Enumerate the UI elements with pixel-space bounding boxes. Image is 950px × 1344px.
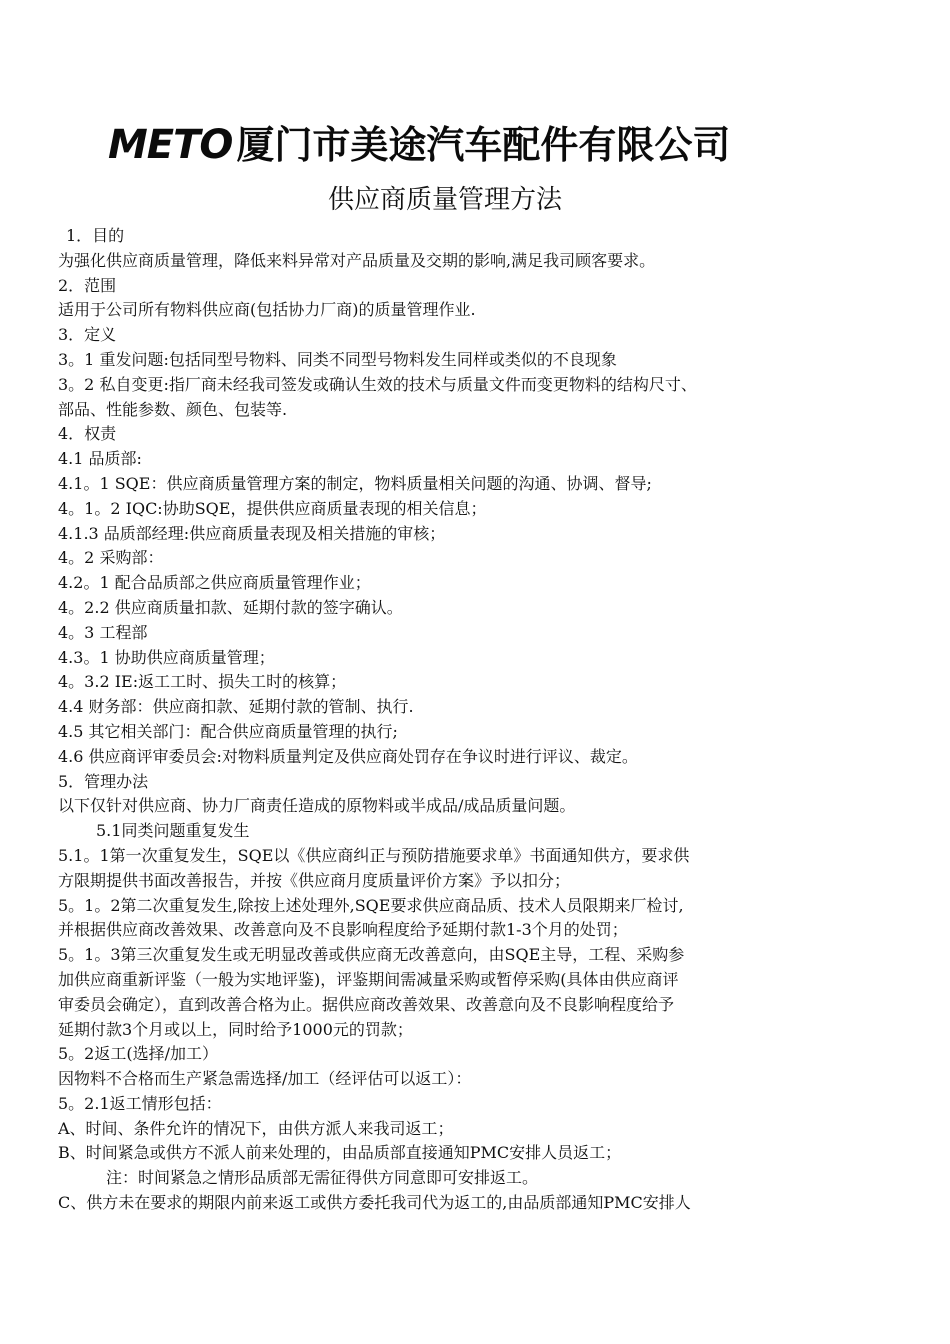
text-line: 4。2 采购部： <box>58 548 164 568</box>
text-line: 为强化供应商质量管理，降低来料异常对产品质量及交期的影响,满足我司顾客要求。 <box>58 250 656 270</box>
text-line: 5。2返工(选择/加工） <box>58 1044 218 1064</box>
text-line: 注：时间紧急之情形品质部无需征得供方同意即可安排返工。 <box>106 1168 539 1188</box>
text-line: 审委员会确定），直到改善合格为止。据供应商改善效果、改善意向及不良影响程度给予 <box>58 994 675 1014</box>
text-line: A、时间、条件允许的情况下，由供方派人来我司返工； <box>58 1118 454 1138</box>
document-title: 供应商质量管理方法 <box>327 185 562 215</box>
text-line: 延期付款3个月或以上，同时给予1000元的罚款； <box>58 1019 413 1039</box>
text-line: 3．定义 <box>58 325 117 345</box>
text-line: 5.1。1第一次重复发生，SQE以《供应商纠正与预防措施要求单》书面通知供方，要求供 <box>58 845 690 865</box>
text-line: 4．权责 <box>58 424 117 444</box>
text-line: 5．管理办法 <box>58 771 149 791</box>
text-line: 4。1。2 IQC:协助SQE，提供供应商质量表现的相关信息； <box>58 498 487 518</box>
text-line: 4.2。1 配合品质部之供应商质量管理作业； <box>58 573 371 593</box>
text-line: 部品、性能参数、颜色、包装等. <box>58 399 288 419</box>
company-header <box>108 117 848 173</box>
text-line: 4.1。1 SQE：供应商质量管理方案的制定，物料质量相关问题的沟通、协调、督导; <box>58 473 652 493</box>
text-line: 3。2 私自变更:指厂商未经我司签发或确认生效的技术与质量文件而变更物料的结构尺寸、 <box>58 374 697 394</box>
text-line: 因物料不合格而生产紧急需选择/加工（经评估可以返工）： <box>58 1069 472 1089</box>
text-line: B、时间紧急或供方不派人前来处理的，由品质部直接通知PMC安排人员返工； <box>58 1143 622 1163</box>
text-line: 4.4 财务部：供应商扣款、延期付款的管制、执行. <box>58 697 414 717</box>
text-line: 2．范围 <box>58 275 117 295</box>
company-name: 厦门市美途汽车配件有限公司 <box>236 123 731 167</box>
text-line: 5。1。2第二次重复发生,除按上述处理外,SQE要求供应商品质、技术人员限期来厂检讨, <box>58 895 684 915</box>
text-line: 5。2.1返工情形包括： <box>58 1093 222 1113</box>
text-line: 5。1。3第三次重复发生或无明显改善或供应商无改善意向，由SQE主导，工程、采购参 <box>58 945 685 965</box>
text-line: 4.5 其它相关部门：配合供应商质量管理的执行; <box>58 721 398 741</box>
text-line: 加供应商重新评鉴（一般为实地评鉴)，评鉴期间需减量采购或暂停采购(具体由供应商评 <box>58 969 679 989</box>
text-line: 以下仅针对供应商、协力厂商责任造成的原物料或半成品/成品质量问题。 <box>58 796 576 816</box>
text-line: 4.1 品质部: <box>58 449 142 469</box>
text-line: 4.6 供应商评审委员会:对物料质量判定及供应商处罚存在争议时进行评议、裁定。 <box>58 746 638 766</box>
text-line: 4.3。1 协助供应商质量管理； <box>58 647 275 667</box>
text-line: C、供方未在要求的期限内前来返工或供方委托我司代为返工的,由品质部通知PMC安排人 <box>58 1193 691 1213</box>
document-body <box>58 224 858 1216</box>
text-line: 4.1.3 品质部经理:供应商质量表现及相关措施的审核； <box>58 523 446 543</box>
text-line: 1．目的 <box>66 226 125 245</box>
text-line: 3。1 重发问题:包括同型号物料、同类不同型号物料发生同样或类似的不良现象 <box>58 349 617 369</box>
text-line: 方限期提供书面改善报告，并按《供应商月度质量评价方案》予以扣分； <box>58 870 571 890</box>
text-line: 5.1同类问题重复发生 <box>96 821 250 841</box>
text-line: 并根据供应商改善效果、改善意向及不良影响程度给予延期付款1-3个月的处罚； <box>58 920 628 940</box>
text-line: 适用于公司所有物料供应商(包括协力厂商)的质量管理作业. <box>58 300 476 320</box>
company-logo: METO <box>108 122 233 168</box>
text-line: 4。3.2 IE:返工工时、损失工时的核算； <box>58 672 347 692</box>
text-line: 4。2.2 供应商质量扣款、延期付款的签字确认。 <box>58 597 403 617</box>
text-line: 4。3 工程部 <box>58 622 148 642</box>
